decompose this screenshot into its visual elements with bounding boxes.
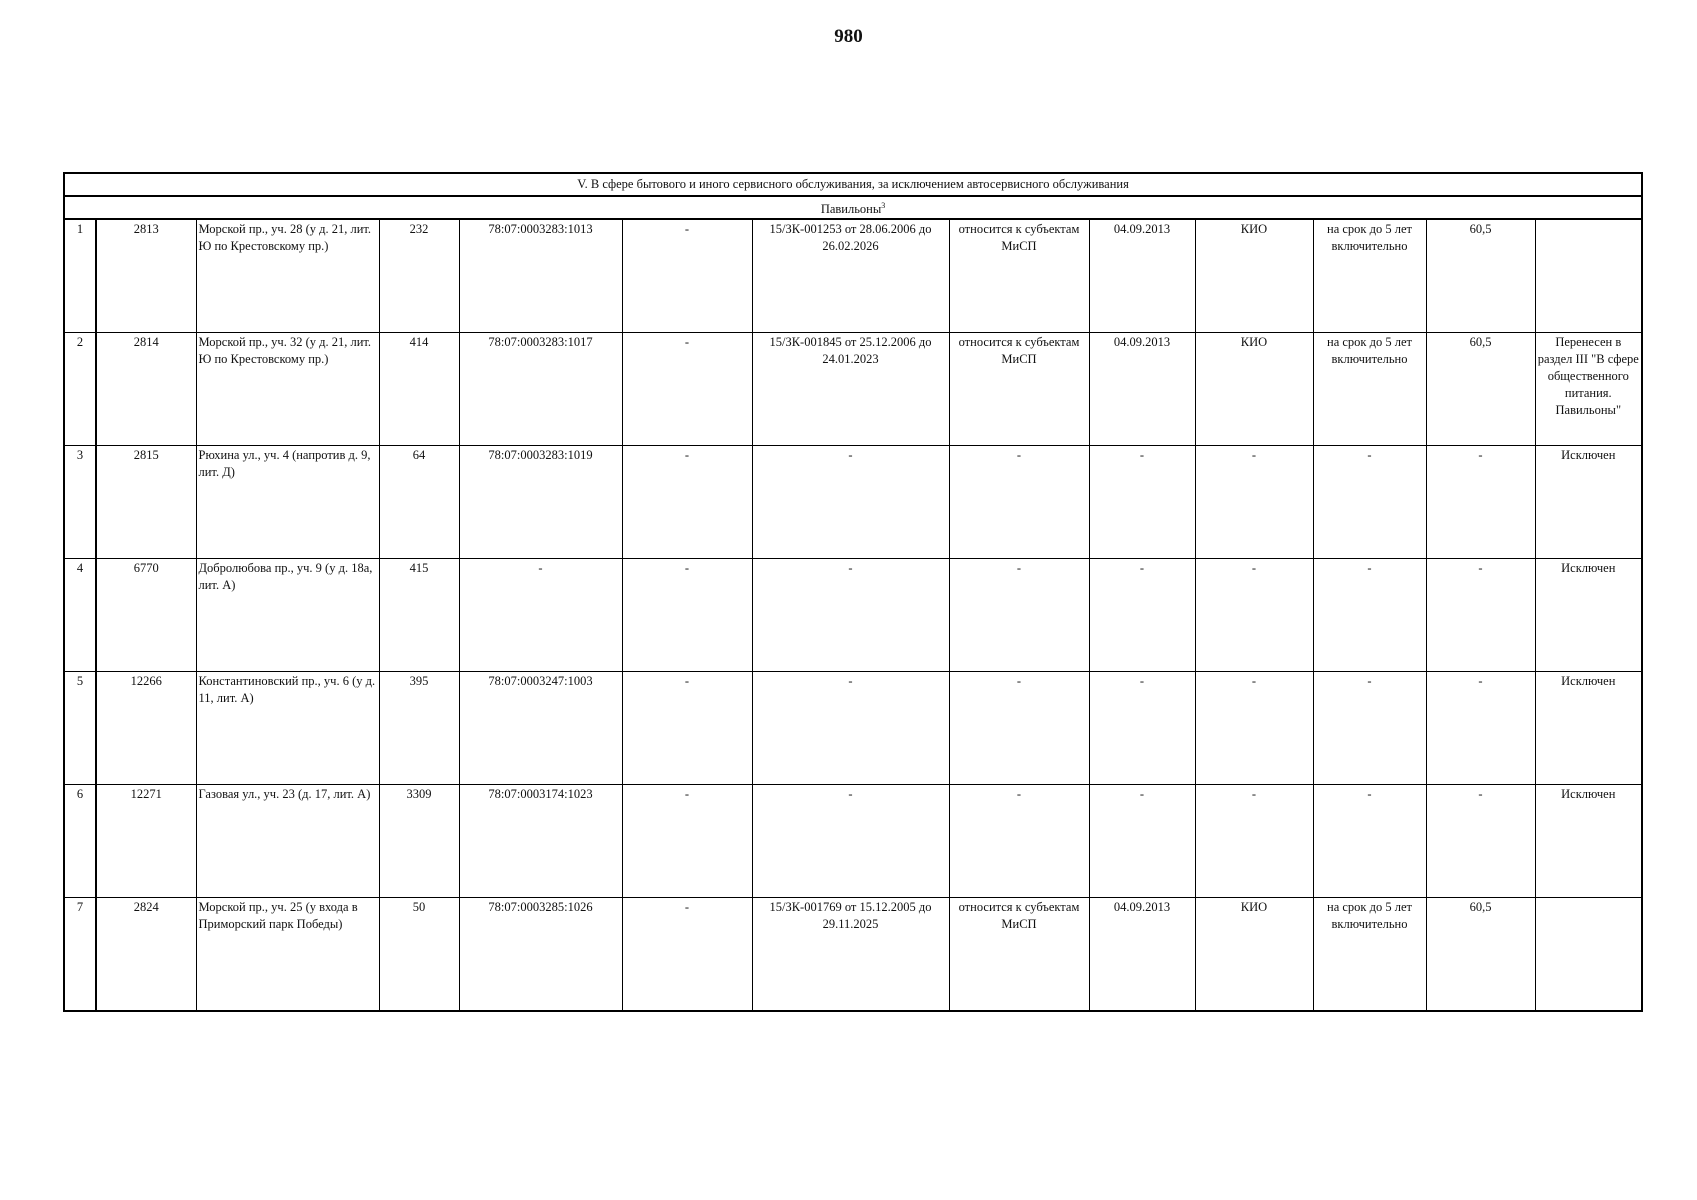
column-6-cell: - xyxy=(622,785,752,898)
term-cell: на срок до 5 лет включительно xyxy=(1313,219,1426,333)
cadastral-number-cell: 78:07:0003283:1013 xyxy=(459,219,622,333)
subsection-header-row xyxy=(64,196,1642,219)
table-row xyxy=(64,785,1642,898)
msp-status-cell: относится к субъектам МиСП xyxy=(949,333,1089,446)
organization-cell: КИО xyxy=(1195,898,1313,1012)
address-cell: Рюхина ул., уч. 4 (напротив д. 9, лит. Д) xyxy=(196,446,379,559)
organization-cell: КИО xyxy=(1195,219,1313,333)
row-number-cell: 2 xyxy=(64,333,96,446)
cadastral-number-cell: 78:07:0003285:1026 xyxy=(459,898,622,1012)
organization-cell: - xyxy=(1195,672,1313,785)
value-cell: 60,5 xyxy=(1426,219,1535,333)
object-id-cell: 6770 xyxy=(96,559,196,672)
area-cell: 395 xyxy=(379,672,459,785)
value-cell: - xyxy=(1426,559,1535,672)
term-cell: на срок до 5 лет включительно xyxy=(1313,333,1426,446)
note-cell xyxy=(1535,219,1642,333)
cadastral-number-cell: 78:07:0003283:1017 xyxy=(459,333,622,446)
address-cell: Морской пр., уч. 32 (у д. 21, лит. Ю по Крестовскому пр.) xyxy=(196,333,379,446)
area-cell: 232 xyxy=(379,219,459,333)
object-id-cell: 12266 xyxy=(96,672,196,785)
object-id-cell: 2814 xyxy=(96,333,196,446)
object-id-cell: 2815 xyxy=(96,446,196,559)
organization-cell: - xyxy=(1195,785,1313,898)
subsection-title-cell xyxy=(64,196,1642,219)
value-cell: 60,5 xyxy=(1426,898,1535,1012)
table-row xyxy=(64,219,1642,333)
note-cell: Исключен xyxy=(1535,672,1642,785)
table-row xyxy=(64,333,1642,446)
address-cell: Константиновский пр., уч. 6 (у д. 11, лит. А) xyxy=(196,672,379,785)
cadastral-number-cell: - xyxy=(459,559,622,672)
contract-cell: 15/ЗК-001769 от 15.12.2005 до 29.11.2025 xyxy=(752,898,949,1012)
area-cell: 64 xyxy=(379,446,459,559)
table-row xyxy=(64,446,1642,559)
note-cell: Перенесен в раздел III "В сфере общественного питания. Павильоны" xyxy=(1535,333,1642,446)
column-6-cell: - xyxy=(622,898,752,1012)
row-number-cell: 5 xyxy=(64,672,96,785)
msp-status-cell: - xyxy=(949,672,1089,785)
section-title: V. В сфере бытового и иного сервисного обслуживания, за исключением автосервисного обслуживания xyxy=(64,173,1642,196)
msp-status-cell: относится к субъектам МиСП xyxy=(949,898,1089,1012)
date-cell: 04.09.2013 xyxy=(1089,333,1195,446)
column-6-cell: - xyxy=(622,446,752,559)
date-cell: - xyxy=(1089,559,1195,672)
term-cell: - xyxy=(1313,785,1426,898)
msp-status-cell: - xyxy=(949,559,1089,672)
column-6-cell: - xyxy=(622,672,752,785)
organization-cell: - xyxy=(1195,446,1313,559)
area-cell: 414 xyxy=(379,333,459,446)
term-cell: - xyxy=(1313,672,1426,785)
term-cell: на срок до 5 лет включительно xyxy=(1313,898,1426,1012)
cadastral-number-cell: 78:07:0003247:1003 xyxy=(459,672,622,785)
msp-status-cell: относится к субъектам МиСП xyxy=(949,219,1089,333)
note-cell: Исключен xyxy=(1535,785,1642,898)
organization-cell: - xyxy=(1195,559,1313,672)
page-number: 980 xyxy=(834,26,863,47)
registry-table xyxy=(63,172,1643,1012)
value-cell: - xyxy=(1426,672,1535,785)
msp-status-cell: - xyxy=(949,446,1089,559)
row-number-cell: 3 xyxy=(64,446,96,559)
area-cell: 50 xyxy=(379,898,459,1012)
address-cell: Газовая ул., уч. 23 (д. 17, лит. А) xyxy=(196,785,379,898)
term-cell: - xyxy=(1313,446,1426,559)
cadastral-number-cell: 78:07:0003174:1023 xyxy=(459,785,622,898)
address-cell: Добролюбова пр., уч. 9 (у д. 18а, лит. А) xyxy=(196,559,379,672)
value-cell: 60,5 xyxy=(1426,333,1535,446)
contract-cell: 15/ЗК-001845 от 25.12.2006 до 24.01.2023 xyxy=(752,333,949,446)
note-cell: Исключен xyxy=(1535,559,1642,672)
area-cell: 3309 xyxy=(379,785,459,898)
msp-status-cell: - xyxy=(949,785,1089,898)
contract-cell: 15/ЗК-001253 от 28.06.2006 до 26.02.2026 xyxy=(752,219,949,333)
organization-cell: КИО xyxy=(1195,333,1313,446)
column-6-cell: - xyxy=(622,559,752,672)
section-header-row xyxy=(64,173,1642,196)
row-number-cell: 4 xyxy=(64,559,96,672)
term-cell: - xyxy=(1313,559,1426,672)
date-cell: - xyxy=(1089,446,1195,559)
date-cell: 04.09.2013 xyxy=(1089,219,1195,333)
contract-cell: - xyxy=(752,559,949,672)
contract-cell: - xyxy=(752,446,949,559)
value-cell: - xyxy=(1426,785,1535,898)
area-cell: 415 xyxy=(379,559,459,672)
object-id-cell: 12271 xyxy=(96,785,196,898)
row-number-cell: 1 xyxy=(64,219,96,333)
subsection-title: Павильоны xyxy=(820,202,882,217)
cadastral-number-cell: 78:07:0003283:1019 xyxy=(459,446,622,559)
note-cell xyxy=(1535,898,1642,1012)
table-row xyxy=(64,898,1642,1012)
address-cell: Морской пр., уч. 28 (у д. 21, лит. Ю по Крестовскому пр.) xyxy=(196,219,379,333)
row-number-cell: 6 xyxy=(64,785,96,898)
table-row xyxy=(64,559,1642,672)
footnote-marker: 3 xyxy=(881,201,886,210)
date-cell: - xyxy=(1089,785,1195,898)
column-6-cell: - xyxy=(622,219,752,333)
date-cell: 04.09.2013 xyxy=(1089,898,1195,1012)
row-number-cell: 7 xyxy=(64,898,96,1012)
table-row xyxy=(64,672,1642,785)
contract-cell: - xyxy=(752,785,949,898)
date-cell: - xyxy=(1089,672,1195,785)
value-cell: - xyxy=(1426,446,1535,559)
object-id-cell: 2824 xyxy=(96,898,196,1012)
address-cell: Морской пр., уч. 25 (у входа в Приморский парк Победы) xyxy=(196,898,379,1012)
contract-cell: - xyxy=(752,672,949,785)
column-6-cell: - xyxy=(622,333,752,446)
object-id-cell: 2813 xyxy=(96,219,196,333)
note-cell: Исключен xyxy=(1535,446,1642,559)
